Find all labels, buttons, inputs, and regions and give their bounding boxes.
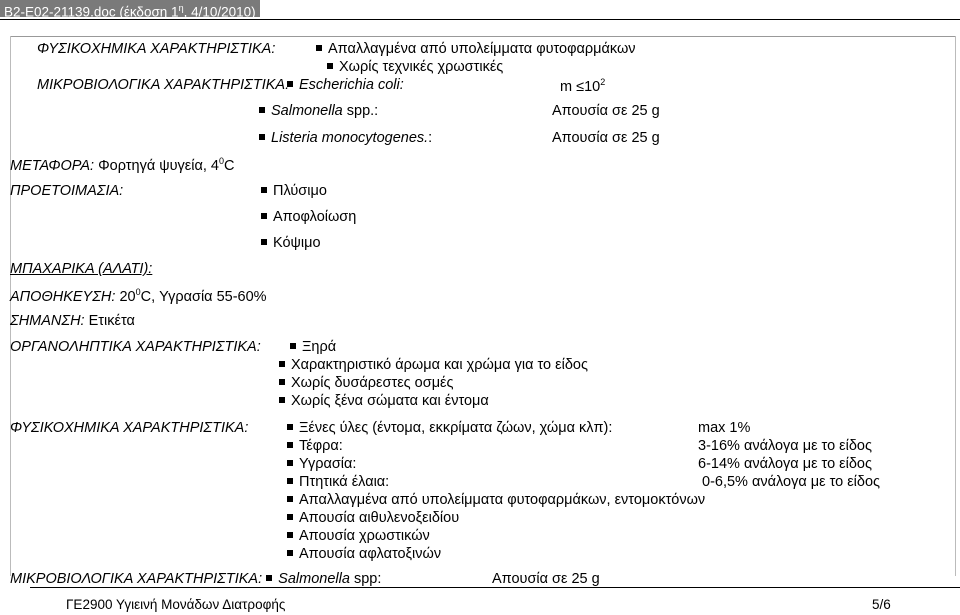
footer-title: ΓΕ2900 Υγιεινή Μονάδων Διατροφής xyxy=(66,597,286,612)
table-border-left xyxy=(10,36,11,576)
micro2-value: Απουσία σε 25 g xyxy=(492,571,600,587)
organo-item: Χωρίς δυσάρεστες οσμές xyxy=(279,376,454,391)
micro-value: $m \le 10^2$ xyxy=(560,77,606,95)
physchem2-value: 3-16% ανάλογα με το είδος xyxy=(698,438,872,454)
document-header xyxy=(0,0,260,20)
physchem2-row: Τέφρα: xyxy=(287,439,343,454)
labeling-line: ΣΗΜΑΝΣΗ: Ετικέτα xyxy=(10,313,135,329)
table-border-top xyxy=(10,36,956,37)
micro-row: Salmonella spp.: xyxy=(259,104,378,119)
physchem2-value: 6-14% ανάλογα με το είδος xyxy=(698,456,872,472)
physchem2-row: Απουσία αφλατοξινών xyxy=(287,547,441,562)
table-border-right xyxy=(955,36,956,576)
edition-sup: η xyxy=(178,3,184,13)
prep-item: Αποφλοίωση xyxy=(261,210,356,225)
physchem2-row: Απουσία χρωστικών xyxy=(287,529,430,544)
footer-rule xyxy=(30,587,960,588)
physchem2-row: Ξένες ύλες (έντομα, εκκρίματα ζώων, χώμα κλπ): xyxy=(287,421,612,436)
physchem2-row: Πτητικά έλαια: xyxy=(287,475,389,490)
physchem-item: Χωρίς τεχνικές χρωστικές xyxy=(327,60,503,75)
header-rule xyxy=(0,19,960,20)
physchem-item: Απαλλαγμένα από υπολείμματα φυτοφαρμάκων xyxy=(316,42,636,57)
prep-label: ΠΡΟΕΤΟΙΜΑΣΙΑ: xyxy=(10,183,124,199)
spices-title: ΜΠΑΧΑΡΙΚΑ (ΑΛΑΤΙ): xyxy=(10,261,153,277)
physchem2-value: max 1% xyxy=(698,420,751,436)
physchem2-label: ΦΥΣΙΚΟΧΗΜΙΚΑ ΧΑΡΑΚΤΗΡΙΣΤΙΚΑ: xyxy=(10,420,249,436)
page-number: 5/6 xyxy=(872,597,891,612)
doc-title: B2-E02-21139.doc (έκδοση 1 xyxy=(4,4,179,20)
physchem2-row: Υγρασία: xyxy=(287,457,356,472)
physchem2-row: Απουσία αιθυλενοξειδίου xyxy=(287,511,459,526)
prep-item: Πλύσιμο xyxy=(261,184,327,199)
physchem-label: ΦΥΣΙΚΟΧΗΜΙΚΑ ΧΑΡΑΚΤΗΡΙΣΤΙΚΑ: xyxy=(37,41,276,57)
storage-line: ΑΠΟΘΗΚΕΥΣΗ: $20^0C$, Υγρασία 55-60% xyxy=(10,287,267,305)
micro-value: Απουσία σε 25 g xyxy=(552,103,660,119)
micro-row: Listeria monocytogenes.: xyxy=(259,131,432,146)
doc-date: , 4/10/2010) xyxy=(183,4,256,20)
organo-item: Ξηρά xyxy=(290,340,336,355)
prep-item: Κόψιμο xyxy=(261,236,321,251)
micro-value: Απουσία σε 25 g xyxy=(552,130,660,146)
organo-item: Χωρίς ξένα σώματα και έντομα xyxy=(279,394,489,409)
micro-row: Escherichia coli: xyxy=(287,78,404,93)
organo-item: Χαρακτηριστικό άρωμα και χρώμα για το είδος xyxy=(279,358,588,373)
micro-label: ΜΙΚΡΟΒΙΟΛΟΓΙΚΑ ΧΑΡΑΚΤΗΡΙΣΤΙΚΑ: xyxy=(37,77,290,93)
transport-line: ΜΕΤΑΦΟΡΑ: Φορτηγά ψυγεία, $4^0C$ xyxy=(10,156,235,174)
physchem2-value: 0-6,5% ανάλογα με το είδος xyxy=(702,474,881,490)
physchem2-row: Απαλλαγμένα από υπολείμματα φυτοφαρμάκων, εντομοκτόνων xyxy=(287,493,705,508)
organo-label: ΟΡΓΑΝΟΛΗΠΤΙΚΑ ΧΑΡΑΚΤΗΡΙΣΤΙΚΑ: xyxy=(10,339,261,355)
micro2-line: ΜΙΚΡΟΒΙΟΛΟΓΙΚΑ ΧΑΡΑΚΤΗΡΙΣΤΙΚΑ: Salmonella spp: xyxy=(10,571,382,587)
